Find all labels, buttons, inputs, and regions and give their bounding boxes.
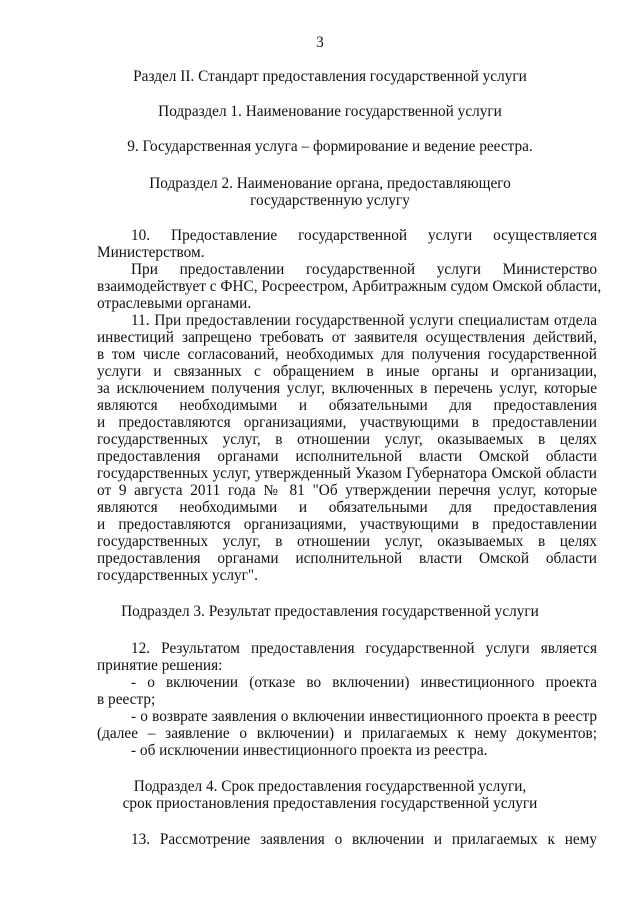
paragraph-11-line: и предоставляются организациями, участвующими в предоставлении (97, 516, 597, 533)
paragraph-11-line: предоставления органами исполнительной власти Омской области (97, 550, 597, 567)
paragraph-11-line: за исключением получения услуг, включенных в перечень услуг, которые (97, 380, 597, 397)
subsection-4-title-line-2: срок приостановления предоставления государственной услуги (122, 795, 538, 812)
paragraph-10-line: отраслевыми органами. (97, 295, 252, 312)
paragraph-10-line: 10. Предоставление государственной услуги осуществляется (131, 227, 597, 244)
paragraph-10-line: взаимодействует с ФНС, Росреестром, Арбитражным судом Омской области, (97, 278, 602, 295)
paragraph-11-line: предоставления органами исполнительной власти Омской области (97, 448, 597, 465)
paragraph-11-line: услуги и связанных с обращением в иные органы и организации, (97, 363, 597, 380)
subsection-2-title-line-2: государственную услугу (250, 192, 410, 209)
paragraph-11-line: в том числе согласований, необходимых для получения государственной (97, 346, 597, 363)
paragraph-11-line: государственных услуг, утвержденный Указом Губернатора Омской области (97, 465, 597, 482)
paragraph-11-line: 11. При предоставлении государственной услуги специалистам отдела (131, 312, 597, 329)
subsection-4-title-line-1: Подраздел 4. Срок предоставления государственной услуги, (133, 778, 527, 795)
paragraph-11-line: инвестиций запрещено требовать от заявителя осуществления действий, (97, 329, 597, 346)
paragraph-12-line: в реестр; (97, 691, 156, 708)
paragraph-12-line: - о возврате заявления о включении инвестиционного проекта в реестр (131, 708, 597, 725)
paragraph-11-line: являются необходимыми и обязательными для предоставления (97, 397, 597, 414)
subsection-3-title: Подраздел 3. Результат предоставления государственной услуги (121, 603, 539, 620)
section-title: Раздел II. Стандарт предоставления государственной услуги (133, 68, 527, 85)
paragraph-13-line: 13. Рассмотрение заявления о включении и прилагаемых к нему (131, 831, 597, 848)
paragraph-11-line: государственных услуг". (97, 567, 258, 584)
paragraph-9: 9. Государственная услуга – формирование и ведение реестра. (127, 138, 533, 155)
paragraph-10-line: Министерством. (97, 244, 205, 261)
paragraph-11-line: государственных услуг, в отношении услуг, оказываемых в целях (97, 431, 597, 448)
paragraph-12-line: (далее – заявление о включении) и прилагаемых к нему документов; (97, 725, 597, 742)
paragraph-12-line: - об исключении инвестиционного проекта из реестра. (131, 742, 488, 759)
paragraph-11-line: являются необходимыми и обязательными для предоставления (97, 499, 597, 516)
page-number: 3 (316, 34, 324, 51)
paragraph-11-line: и предоставляются организациями, участвующими в предоставлении (97, 414, 597, 431)
paragraph-11-line: от 9 августа 2011 года № 81 "Об утверждении перечня услуг, которые (97, 482, 597, 499)
paragraph-12-line: 12. Результатом предоставления государственной услуги является (131, 640, 597, 657)
subsection-1-title: Подраздел 1. Наименование государственной услуги (158, 103, 502, 120)
subsection-2-title-line-1: Подраздел 2. Наименование органа, предоставляющего (149, 175, 511, 192)
paragraph-11-line: государственных услуг, в отношении услуг, оказываемых в целях (97, 533, 597, 550)
paragraph-12-line: принятие решения: (97, 657, 223, 674)
paragraph-10-line: При предоставлении государственной услуги Министерство (131, 261, 597, 278)
paragraph-12-line: - о включении (отказе во включении) инвестиционного проекта (131, 674, 597, 691)
